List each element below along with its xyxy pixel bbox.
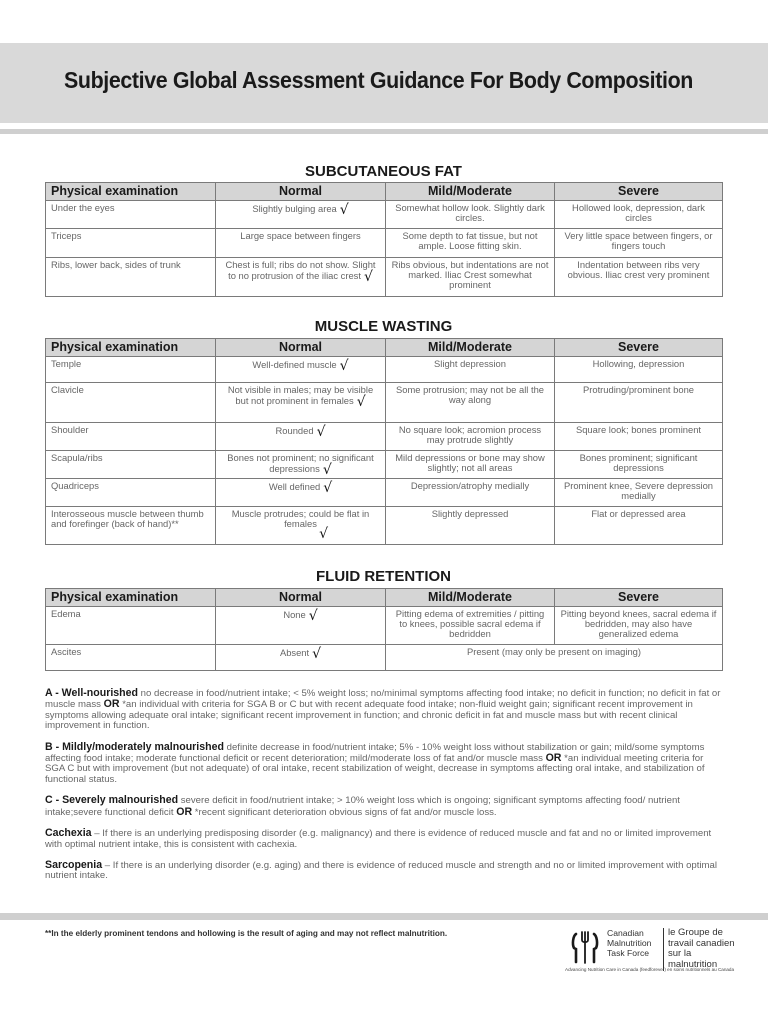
exam-cell: Temple [46, 357, 216, 383]
normal-cell: Bones not prominent; no significant depressions √ [216, 451, 386, 479]
mild-cell: Ribs obvious, but indentations are not marked. Iliac Crest somewhat prominent [386, 258, 555, 297]
mild-cell: Depression/atrophy medially [386, 479, 555, 507]
section-title-muscle-wasting: MUSCLE WASTING [314, 318, 453, 335]
table-row [46, 258, 723, 297]
exam-cell: Ascites [46, 645, 216, 671]
table-header-row [46, 183, 723, 201]
logo-tagline: Advancing Nutrition Care in Canada (feedforever) en soins nutritionnels au Canada [565, 967, 735, 972]
table-row [46, 451, 723, 479]
check-mark: √ [319, 526, 328, 543]
org-name-fr: le Groupe de travail canadien sur la malnutrition [663, 928, 735, 971]
severe-cell: Bones prominent; significant depressions [555, 451, 723, 479]
severe-cell: Prominent knee, Severe depression medially [555, 479, 723, 507]
column-header-exam: Physical examination [46, 339, 216, 357]
table-row [46, 357, 723, 383]
muscle-wasting-table [45, 338, 723, 545]
table-row [46, 201, 723, 229]
normal-cell: Rounded √ [216, 423, 386, 451]
legend-label-c: C - Severely malnourished [45, 794, 179, 807]
section-title-fluid-retention: FLUID RETENTION [316, 568, 451, 585]
mild-cell: Mild depressions or bone may show slightly; not all areas [386, 451, 555, 479]
sga-rating-legend [45, 688, 725, 892]
page-title: Subjective Global Assessment Guidance For Body Composition [64, 67, 693, 93]
check-mark: √ [339, 202, 349, 218]
footnote: **In the elderly prominent tendons and hollowing is the result of aging and may not reflect malnutrition. [45, 929, 448, 938]
legend-item-c: C - Severely malnourished severe deficit in food/nutrient intake; > 10% weight loss which is ongoing; significant symptoms affecting food/ nutrient intake;severe functional deficit OR *recent significant deterioration obvious signs of fat and/or muscle loss. [45, 794, 680, 818]
table-header-row [46, 339, 723, 357]
mild-cell: No square look; acromion process may protrude slightly [386, 423, 555, 451]
severe-cell: Hollowing, depression [555, 357, 723, 383]
severe-cell: Very little space between fingers, or fingers touch [555, 229, 723, 258]
normal-cell: Well-defined muscle √ [216, 357, 386, 383]
mild-cell: Some depth to fat tissue, but not ample. Loose fitting skin. [386, 229, 555, 258]
severe-cell: Protruding/prominent bone [555, 383, 723, 423]
table-row [46, 645, 723, 671]
severe-cell: Pitting beyond knees, sacral edema if bedridden, may also have generalized edema [555, 607, 723, 645]
legend-item-cachexia: Cachexia – If there is an underlying predisposing disorder (e.g. malignancy) and there is evidence of reduced muscle and fat and no or limited improvement with optimal nutrient intake, this is consistent with cachexia. [45, 827, 712, 850]
column-header-mild: Mild/Moderate [386, 589, 555, 607]
check-mark: √ [312, 646, 322, 662]
check-mark: √ [323, 480, 333, 497]
check-mark: √ [339, 358, 349, 374]
table-row [46, 423, 723, 451]
check-mark: √ [316, 424, 326, 440]
header-divider [0, 129, 768, 134]
fluid-retention-table [45, 588, 723, 671]
column-header-normal: Normal [216, 339, 386, 357]
exam-cell: Interosseous muscle between thumb and forefinger (back of hand)** [46, 507, 216, 545]
mild-cell: Slightly depressed [386, 507, 555, 545]
column-header-exam: Physical examination [46, 183, 216, 201]
normal-cell: Slightly bulging area √ [216, 201, 386, 229]
severe-cell: Flat or depressed area [555, 507, 723, 545]
column-header-exam: Physical examination [46, 589, 216, 607]
legend-label-sarcopenia: Sarcopenia [45, 858, 103, 871]
exam-cell: Triceps [46, 229, 216, 258]
exam-cell: Shoulder [46, 423, 216, 451]
legend-item-a: A - Well-nourished no decrease in food/nutrient intake; < 5% weight loss; no/minimal symptoms affecting food intake; no deficit in function; no deficit in fat or muscle mass OR *an individual with criteria for SGA B or C but with recent adequate food intake; non-fluid weight gain; significant recent improvement in symptoms allowing adequate oral intake; significant recent improvement in function; and chronic deficit in fat and muscle mass but with recent clinical improvement in function. [45, 687, 721, 732]
legend-item-sarcopenia: Sarcopenia – If there is an underlying disorder (e.g. aging) and there is evidence of reduced muscle and strength and no or limited improvement with optimal nutrient intake. [45, 858, 717, 882]
column-header-mild: Mild/Moderate [386, 183, 555, 201]
mild-cell: Some protrusion; may not be all the way along [386, 383, 555, 423]
cmtf-logo [565, 926, 735, 976]
exam-cell: Scapula/ribs [46, 451, 216, 479]
header-band [0, 43, 768, 123]
severe-cell: Square look; bones prominent [555, 423, 723, 451]
subcutaneous-fat-table [45, 182, 723, 297]
normal-cell: Absent √ [216, 645, 386, 671]
mild-cell: Somewhat hollow look. Slightly dark circles. [386, 201, 555, 229]
check-mark: √ [322, 462, 332, 479]
table-row [46, 607, 723, 645]
table-row [46, 479, 723, 507]
column-header-normal: Normal [216, 589, 386, 607]
legend-label-b: B - Mildly/moderately malnourished [45, 740, 224, 753]
mild-cell: Slight depression [386, 357, 555, 383]
normal-cell: Large space between fingers [216, 229, 386, 258]
severe-cell: Indentation between ribs very obvious. Iliac crest very prominent [555, 258, 723, 297]
exam-cell: Quadriceps [46, 479, 216, 507]
column-header-severe: Severe [555, 339, 723, 357]
legend-label-a: A - Well-nourished [45, 687, 138, 699]
section-title-subcutaneous-fat: SUBCUTANEOUS FAT [305, 163, 462, 180]
fork-knife-icon [565, 926, 605, 966]
column-header-mild: Mild/Moderate [386, 339, 555, 357]
column-header-normal: Normal [216, 183, 386, 201]
normal-cell: Not visible in males; may be visible but not prominent in females √ [216, 383, 386, 423]
footer-divider [0, 913, 768, 920]
exam-cell: Clavicle [46, 383, 216, 423]
table-row [46, 229, 723, 258]
normal-cell: Muscle protrudes; could be flat in females √ [216, 507, 386, 545]
normal-cell: Chest is full; ribs do not show. Slight to no protrusion of the iliac crest √ [216, 258, 386, 297]
legend-item-b: B - Mildly/moderately malnourished definite decrease in food/nutrient intake; 5% - 10% weight loss without stabilization or gain; mild/some symptoms affecting food intake; moderate functional deficit or recent deterioration; mild/moderate loss of fat and/or muscle mass OR *an individual meeting criteria for SGA C but with improvement (but not adequate) of oral intake, recent stabilization of weight, decrease in symptoms affecting oral intake, and stabilization of functional status. [45, 740, 705, 785]
check-mark: √ [363, 269, 373, 286]
exam-cell: Under the eyes [46, 201, 216, 229]
table-row [46, 383, 723, 423]
exam-cell: Edema [46, 607, 216, 645]
org-name-en: Canadian Malnutrition Task Force [607, 928, 652, 959]
check-mark: √ [356, 394, 366, 411]
check-mark: √ [308, 608, 318, 624]
mild-cell: Pitting edema of extremities / pitting to knees, possible sacral edema if bedridden [386, 607, 555, 645]
table-row [46, 507, 723, 545]
exam-cell: Ribs, lower back, sides of trunk [46, 258, 216, 297]
severe-cell: Hollowed look, depression, dark circles [555, 201, 723, 229]
table-header-row [46, 589, 723, 607]
normal-cell: Well defined √ [216, 479, 386, 507]
column-header-severe: Severe [555, 183, 723, 201]
legend-label-cachexia: Cachexia [45, 827, 92, 840]
normal-cell: None √ [216, 607, 386, 645]
column-header-severe: Severe [555, 589, 723, 607]
mild-severe-cell: Present (may only be present on imaging) [386, 645, 723, 671]
